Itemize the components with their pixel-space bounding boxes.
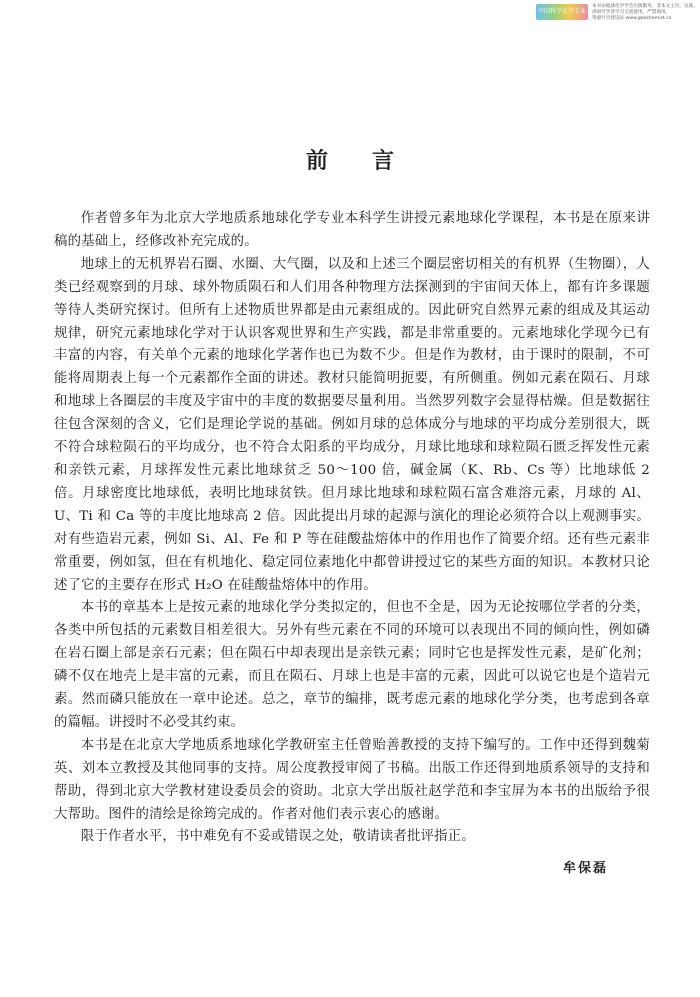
paragraph: 本书是在北京大学地质系地球化学教研室主任曾贻善教授的支持下编写的。工作中还得到魏菊英、刘本立教授及其他同事的支持。周公度教授审阅了书稿。出版工作还得到地质系领导的支持和帮助，得到北京大学教材建设委员会的资助。北京大学出版社赵学范和李宝屏为本书的出版给予很大帮助。图件的清绘是徐筠完成的。作者对他们表示衷心的感谢。 xyxy=(54,737,650,822)
paragraph: 地球上的无机界岩石圈、水圈、大气圈，以及和上述三个圈层密切相关的有机界（生物圈），人类已经观察到的月球、球外物质陨石和人们用各种物理方法探测到的宇宙间天体上，都有许多课题等待人类研究探讨。但所有上述物质世界都是由元素组成的。因此研究自然界元素的组成及其运动规律，研究元素地球化学对于认识客观世界和生产实践，都是非常重要的。元素地球化学现今已有丰富的内容，有关单个元素的地球化学著作也已为数不少。但是作为教材，由于课时的限制，不可能将周期表上每一个元素都作全面的讲述。教材只能简明扼要，有所侧重。例如元素在陨石、月球和地球上各圈层的丰度及宇宙中的丰度的数据要尽量利用。当然罗列数字会显得枯燥。但是数据往往包含深刻的含义，它们是理论学说的基础。例如月球的总体成分与地球的平均成分差别很大，既不符合球粒陨石的平均成分，也不符合太阳系的平均成分，月球比地球和球粒陨石匮乏挥发性元素和亲铁元素，月球挥发性元素比地球贫乏 50～100 倍，碱金属（K、Rb、Cs 等）比地球低 2 倍。月球密度比地球低，表明比地球贫铁。但月球比地球和球粒陨石富含难溶元素，月球的 Al、U、Ti 和 Ca 等的丰度比地球高 2 倍。因此提出月球的起源与演化的理论必须符合以上观测事实。对有些造岩元素，例如 Si、Al、Fe 和 P 等在硅酸盐熔体中的作用也作了简要介绍。还有些元素非常重要，例如氢，但在有机地化、稳定同位素地化中都曾讲授过它的某些方面的知识。本教材只论述了它的主要存在形式 H₂O 在硅酸盐熔体中的作用。 xyxy=(54,256,650,593)
watermark-line: 供研究学者学习交流使用，严禁商用。 xyxy=(592,10,671,15)
watermark-logo: 中国科学化学专业 xyxy=(536,4,588,20)
paragraph: 限于作者水平，书中难免有不妥或错误之处，敬请读者批评指正。 xyxy=(80,829,475,845)
paragraph: 作者曾多年为北京大学地质系地球化学专业本科学生讲授元素地球化学课程，本书是在原来讲稿的基础上，经修改补充完成的。 xyxy=(54,211,650,249)
page-title: 前言 xyxy=(305,149,438,174)
watermark-line: 本书由地球化学学会出版服务，非本文主旨，宣就。 xyxy=(592,4,698,9)
preface-body xyxy=(54,208,650,849)
author-signature: 牟保磊 xyxy=(562,861,608,876)
watermark xyxy=(536,4,698,22)
watermark-line: 资源共享建设站 www.geochemist.cn xyxy=(592,16,672,21)
watermark-text xyxy=(592,4,698,22)
paragraph: 本书的章基本上是按元素的地球化学分类拟定的，但也不全是，因为无论按哪位学者的分类，各类中所包括的元素数目相差很大。另外有些元素在不同的环境可以表现出不同的倾向性，例如磷在岩石圈上部是亲石元素；但在陨石中却表现出是亲铁元素；同时它也是挥发性元素，是矿化剂；磷不仅在地壳上是丰富的元素，而且在陨石、月球上也是丰富的元素，因此可以说它也是个造岩元素。然而磷只能放在一章中论述。总之，章节的编排，既考虑元素的地球化学分类，也考虑到各章的篇幅。讲授时不必受其约束。 xyxy=(54,600,650,730)
